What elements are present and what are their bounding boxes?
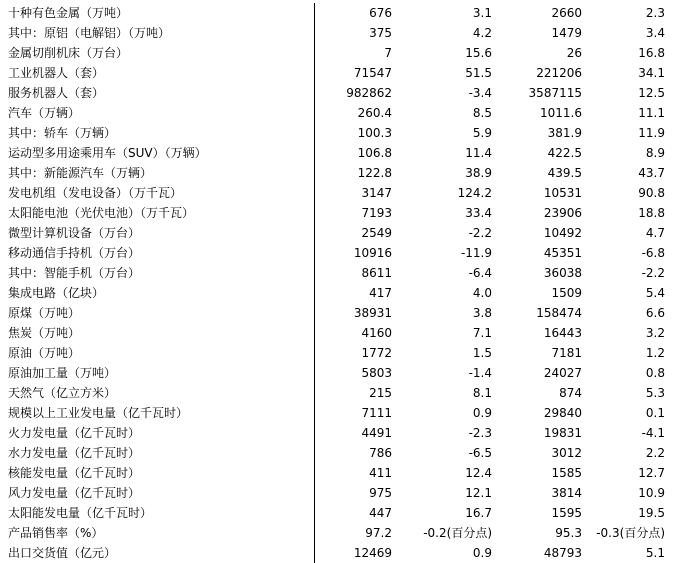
table-row bbox=[6, 43, 667, 63]
cell-v1: 2549 bbox=[361, 226, 392, 240]
row-label: 微型计算机设备（万台） bbox=[6, 223, 314, 243]
table-row bbox=[6, 343, 667, 363]
row-label: 集成电路（亿块） bbox=[6, 283, 314, 303]
table-row bbox=[6, 163, 667, 183]
row-label: 汽车（万辆） bbox=[6, 103, 314, 123]
cell-v1: 100.3 bbox=[357, 126, 392, 140]
cell-v2: 1011.6 bbox=[540, 106, 582, 120]
cell-g1: 16.7 bbox=[465, 506, 492, 520]
cell-g2: 19.5 bbox=[638, 506, 665, 520]
cell-g1: -3.4 bbox=[468, 86, 492, 100]
cell-g2: 4.7 bbox=[645, 226, 665, 240]
cell-v1: 1772 bbox=[361, 346, 392, 360]
cell-g1: 3.8 bbox=[472, 306, 492, 320]
cell-v2: 1479 bbox=[551, 26, 582, 40]
cell-v1: 786 bbox=[369, 446, 392, 460]
cell-g1: -6.5 bbox=[468, 446, 492, 460]
cell-g2: 5.4 bbox=[645, 286, 665, 300]
cell-g2: 3.4 bbox=[645, 26, 665, 40]
cell-g2: 8.9 bbox=[645, 146, 665, 160]
row-label: 服务机器人（套） bbox=[6, 83, 314, 103]
cell-v2: 19831 bbox=[543, 426, 582, 440]
cell-v2: 7181 bbox=[551, 346, 582, 360]
table-row bbox=[6, 23, 667, 43]
cell-v2: 221206 bbox=[536, 66, 582, 80]
cell-g2: -6.8 bbox=[641, 246, 665, 260]
cell-g1: 0.9 bbox=[472, 406, 492, 420]
row-label: 运动型多用途乘用车（SUV）（万辆） bbox=[6, 143, 314, 163]
row-label: 焦炭（万吨） bbox=[6, 323, 314, 343]
cell-g1: -0.2(百分点) bbox=[423, 526, 492, 540]
row-label: 天然气（亿立方米） bbox=[6, 383, 314, 403]
row-label: 水力发电量（亿千瓦时） bbox=[6, 443, 314, 463]
cell-g1: -2.2 bbox=[468, 226, 492, 240]
cell-g1: -11.9 bbox=[460, 246, 492, 260]
table-row bbox=[6, 3, 667, 23]
cell-v1: 260.4 bbox=[357, 106, 392, 120]
cell-g2: 6.6 bbox=[645, 306, 665, 320]
cell-v2: 95.3 bbox=[555, 526, 582, 540]
cell-v2: 3814 bbox=[551, 486, 582, 500]
cell-v1: 411 bbox=[369, 466, 392, 480]
cell-g1: 33.4 bbox=[465, 206, 492, 220]
cell-g1: 15.6 bbox=[465, 46, 492, 60]
cell-g1: 11.4 bbox=[465, 146, 492, 160]
row-label: 其中：轿车（万辆） bbox=[6, 123, 314, 143]
cell-g1: -2.3 bbox=[468, 426, 492, 440]
cell-g2: 18.8 bbox=[638, 206, 665, 220]
cell-v2: 1585 bbox=[551, 466, 582, 480]
cell-g2: 11.9 bbox=[638, 126, 665, 140]
table-row bbox=[6, 263, 667, 283]
cell-v1: 417 bbox=[369, 286, 392, 300]
cell-v2: 45351 bbox=[543, 246, 582, 260]
cell-g2: 2.2 bbox=[645, 446, 665, 460]
cell-v2: 422.5 bbox=[547, 146, 582, 160]
cell-g1: 12.4 bbox=[465, 466, 492, 480]
cell-v2: 29840 bbox=[543, 406, 582, 420]
cell-g2: 90.8 bbox=[638, 186, 665, 200]
row-label: 工业机器人（套） bbox=[6, 63, 314, 83]
table-row bbox=[6, 203, 667, 223]
cell-v2: 3587115 bbox=[528, 86, 582, 100]
cell-g2: 3.2 bbox=[645, 326, 665, 340]
cell-g2: 5.1 bbox=[645, 546, 665, 560]
cell-g2: -0.3(百分点) bbox=[596, 526, 665, 540]
cell-g2: 43.7 bbox=[638, 166, 665, 180]
cell-g1: 4.2 bbox=[472, 26, 492, 40]
cell-v1: 7193 bbox=[361, 206, 392, 220]
cell-v1: 676 bbox=[369, 6, 392, 20]
cell-v1: 97.2 bbox=[365, 526, 392, 540]
row-label: 十种有色金属（万吨） bbox=[6, 3, 314, 23]
table-row bbox=[6, 123, 667, 143]
cell-g2: 34.1 bbox=[638, 66, 665, 80]
table-row bbox=[6, 423, 667, 443]
cell-g2: 12.5 bbox=[638, 86, 665, 100]
table-row bbox=[6, 143, 667, 163]
cell-g2: -2.2 bbox=[641, 266, 665, 280]
cell-v2: 48793 bbox=[543, 546, 582, 560]
cell-v1: 375 bbox=[369, 26, 392, 40]
cell-g1: 8.1 bbox=[472, 386, 492, 400]
cell-g1: -6.4 bbox=[468, 266, 492, 280]
cell-g2: 1.2 bbox=[645, 346, 665, 360]
cell-v1: 975 bbox=[369, 486, 392, 500]
cell-v1: 10916 bbox=[353, 246, 392, 260]
row-label: 核能发电量（亿千瓦时） bbox=[6, 463, 314, 483]
table-body bbox=[6, 3, 667, 563]
cell-v1: 3147 bbox=[361, 186, 392, 200]
table-row bbox=[6, 523, 667, 543]
row-label: 原煤（万吨） bbox=[6, 303, 314, 323]
cell-g1: 124.2 bbox=[457, 186, 492, 200]
cell-g1: 7.1 bbox=[472, 326, 492, 340]
table-row bbox=[6, 403, 667, 423]
cell-v2: 874 bbox=[559, 386, 582, 400]
cell-v1: 122.8 bbox=[357, 166, 392, 180]
cell-g1: 8.5 bbox=[472, 106, 492, 120]
cell-v2: 10492 bbox=[543, 226, 582, 240]
cell-g2: 11.1 bbox=[638, 106, 665, 120]
row-label: 风力发电量（亿千瓦时） bbox=[6, 483, 314, 503]
row-label: 其中：智能手机（万台） bbox=[6, 263, 314, 283]
cell-v2: 3012 bbox=[551, 446, 582, 460]
cell-v1: 106.8 bbox=[357, 146, 392, 160]
cell-v1: 12469 bbox=[353, 546, 392, 560]
cell-g2: 2.3 bbox=[645, 6, 665, 20]
cell-v1: 215 bbox=[369, 386, 392, 400]
cell-v1: 4491 bbox=[361, 426, 392, 440]
cell-v1: 8611 bbox=[361, 266, 392, 280]
cell-v2: 439.5 bbox=[547, 166, 582, 180]
table-row bbox=[6, 323, 667, 343]
cell-v2: 158474 bbox=[536, 306, 582, 320]
cell-v2: 23906 bbox=[543, 206, 582, 220]
cell-g1: 1.5 bbox=[472, 346, 492, 360]
cell-v1: 71547 bbox=[353, 66, 392, 80]
cell-g1: 4.0 bbox=[472, 286, 492, 300]
cell-g2: 16.8 bbox=[638, 46, 665, 60]
cell-g1: -1.4 bbox=[468, 366, 492, 380]
cell-g2: 12.7 bbox=[638, 466, 665, 480]
cell-g1: 0.9 bbox=[472, 546, 492, 560]
cell-v2: 26 bbox=[566, 46, 582, 60]
cell-g1: 5.9 bbox=[472, 126, 492, 140]
cell-v1: 38931 bbox=[353, 306, 392, 320]
table-row bbox=[6, 303, 667, 323]
cell-v1: 7111 bbox=[361, 406, 392, 420]
cell-v2: 1509 bbox=[551, 286, 582, 300]
cell-v1: 7 bbox=[384, 46, 392, 60]
cell-v1: 4160 bbox=[361, 326, 392, 340]
table-row bbox=[6, 243, 667, 263]
row-label: 移动通信手持机（万台） bbox=[6, 243, 314, 263]
row-label: 原油加工量（万吨） bbox=[6, 363, 314, 383]
table-row bbox=[6, 63, 667, 83]
table-row bbox=[6, 83, 667, 103]
cell-v2: 16443 bbox=[543, 326, 582, 340]
cell-g2: 0.1 bbox=[645, 406, 665, 420]
table-row bbox=[6, 503, 667, 523]
table-row bbox=[6, 463, 667, 483]
row-label: 其中：新能源汽车（万辆） bbox=[6, 163, 314, 183]
row-label: 太阳能发电量（亿千瓦时） bbox=[6, 503, 314, 523]
row-label: 规模以上工业发电量（亿千瓦时） bbox=[6, 403, 314, 423]
table-row bbox=[6, 483, 667, 503]
row-label: 火力发电量（亿千瓦时） bbox=[6, 423, 314, 443]
table-row bbox=[6, 283, 667, 303]
cell-v2: 10531 bbox=[543, 186, 582, 200]
row-label: 产品销售率（%） bbox=[6, 523, 314, 543]
cell-g2: 10.9 bbox=[638, 486, 665, 500]
row-label: 太阳能电池（光伏电池）（万千瓦） bbox=[6, 203, 314, 223]
cell-v1: 5803 bbox=[361, 366, 392, 380]
row-label: 出口交货值（亿元） bbox=[6, 543, 314, 563]
table-row bbox=[6, 223, 667, 243]
cell-g2: 0.8 bbox=[645, 366, 665, 380]
table-row bbox=[6, 363, 667, 383]
row-label: 发电机组（发电设备）（万千瓦） bbox=[6, 183, 314, 203]
cell-g1: 12.1 bbox=[465, 486, 492, 500]
cell-v2: 36038 bbox=[543, 266, 582, 280]
row-label: 原油（万吨） bbox=[6, 343, 314, 363]
cell-g1: 3.1 bbox=[472, 6, 492, 20]
row-label: 金属切削机床（万台） bbox=[6, 43, 314, 63]
cell-g1: 51.5 bbox=[465, 66, 492, 80]
cell-v2: 2660 bbox=[551, 6, 582, 20]
cell-g2: 5.3 bbox=[645, 386, 665, 400]
cell-v1: 982862 bbox=[346, 86, 392, 100]
table-row bbox=[6, 383, 667, 403]
table-row bbox=[6, 183, 667, 203]
cell-v2: 24027 bbox=[543, 366, 582, 380]
cell-g1: 38.9 bbox=[465, 166, 492, 180]
table-row bbox=[6, 543, 667, 563]
row-label: 其中：原铝（电解铝）（万吨） bbox=[6, 23, 314, 43]
cell-v1: 447 bbox=[369, 506, 392, 520]
industrial-output-table bbox=[6, 3, 668, 563]
table-row bbox=[6, 443, 667, 463]
cell-v2: 381.9 bbox=[547, 126, 582, 140]
table-row bbox=[6, 103, 667, 123]
cell-g2: -4.1 bbox=[641, 426, 665, 440]
cell-v2: 1595 bbox=[551, 506, 582, 520]
